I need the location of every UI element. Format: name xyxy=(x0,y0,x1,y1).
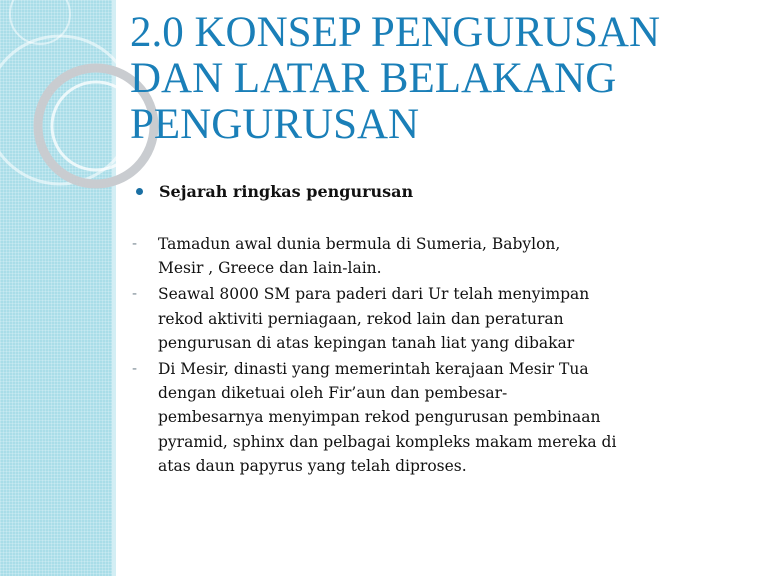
dash-item-text: Tamadun awal dunia bermula di Sumeria, Babylon, Mesir , Greece dan lain-lain. xyxy=(158,235,561,278)
bullet-dot-icon xyxy=(136,188,143,195)
dash-item xyxy=(132,282,732,355)
dash-list xyxy=(132,232,732,480)
dash-marker-icon: - xyxy=(132,236,138,252)
dash-item xyxy=(132,357,732,478)
dash-item-text: Di Mesir, dinasti yang memerintah kerajaan Mesir Tua dengan diketuai oleh Fir’aun dan pembesar- pembesarnya menyimpan rekod pengurusan pembinaan pyramid, sphinx dan pelbagai kompleks makam mereka di atas daun papyrus yang telah diproses. xyxy=(158,360,617,475)
dash-item-text: Seawal 8000 SM para paderi dari Ur telah menyimpan rekod aktiviti perniagaan, rekod lain dan peraturan pengurusan di atas kepingan tanah liat yang dibakar xyxy=(158,285,590,352)
ring-inner xyxy=(52,82,140,170)
dash-item xyxy=(132,232,732,280)
dash-marker-icon: - xyxy=(132,286,138,303)
bullet-item xyxy=(136,182,736,201)
bullet-text: Sejarah ringkas pengurusan xyxy=(159,182,414,201)
dash-marker-icon: - xyxy=(132,361,138,378)
slide-title: 2.0 KONSEP PENGURUSAN DAN LATAR BELAKANG PENGURUSAN xyxy=(130,9,661,148)
decorative-rings xyxy=(0,0,112,300)
